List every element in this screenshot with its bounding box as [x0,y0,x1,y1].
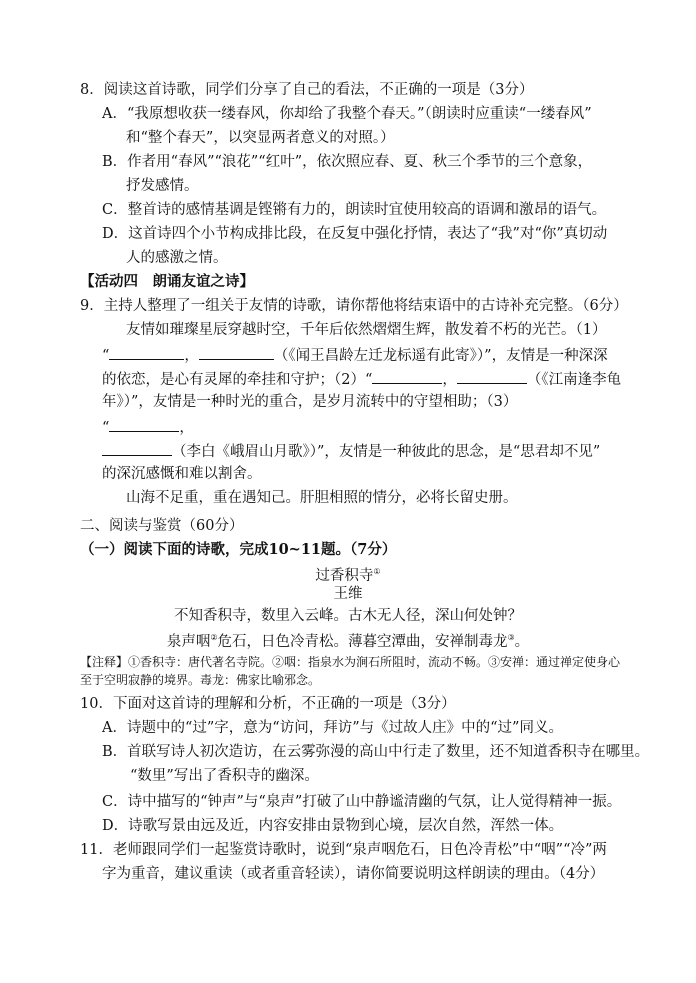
activity-four-heading: 【活动四 朗诵友谊之诗】 [80,273,254,290]
q8-option-a-line1: A．“我原想收获一缕春风，你却给了我整个春天。”（朗读时应重读“一缕春风” [102,106,592,122]
poem-title-text: 过香积寺 [315,567,374,584]
q9-paragraph-line7: 的深沉感慨和难以割舍。 [102,466,262,482]
answer-blank-4[interactable] [457,368,527,384]
q8-option-d-line2: 人的感激之情。 [126,250,228,266]
q9-paragraph-line3-text: 的依恋，是心有灵犀的牵挂和守护；（2）“ [102,372,373,388]
q8-option-a-line2: 和“整个春天”，以突显两者意义的对照。） [126,130,395,146]
q9-paragraph-line5 [102,416,194,438]
q9-paragraph-line3 [102,368,621,390]
q9-stem: 9．主持人整理了一组关于友情的诗歌，请你帮他将结束语中的古诗补充完整。（6分） [80,298,628,314]
q10-option-a: A．诗题中的“过”字，意为“访问，拜访”与《过故人庄》中的“过”同义。 [102,720,563,736]
poem-line2-part2: 危石，日色冷青松。薄暮空潭曲，安禅制毒龙 [217,633,508,650]
q9-paragraph-line1: 友情如璀璨星辰穿越时空，千年后依然熠熠生辉，散发着不朽的光芒。（1） [126,322,607,338]
poem-line1: 不知香积寺，数里入云峰。古木无人径，深山何处钟？ [174,608,522,624]
note-marker: ② [210,633,218,642]
comma: ， [179,420,194,436]
q9-paragraph-line3-rest: （《江南逢李龟 [526,372,622,388]
poem-author: 王维 [333,586,363,602]
answer-blank-6[interactable] [102,440,172,456]
q10-option-b-line2: “数里”写出了香积寺的幽深。 [130,768,319,784]
q8-option-c: C．整首诗的感情基调是铿锵有力的，朗读时宜使用较高的语调和激昂的语气。 [102,202,607,218]
q9-paragraph-line4: 年》）”，友情是一种时光的重合，是岁月流转中的守望相助；（3） [102,394,518,410]
q10-option-c: C．诗中描写的“钟声”与“泉声”打破了山中静谧清幽的气氛，让人觉得精神一振。 [102,794,622,810]
open-quote: “ [102,420,110,436]
q8-stem: 8．阅读这首诗歌，同学们分享了自己的看法，不正确的一项是（3分） [80,82,534,98]
q9-paragraph-line6-rest: （李白《峨眉山月歌》）”，友情是一种彼此的思念，是“思君却不见” [172,444,601,460]
answer-blank-5[interactable] [109,416,179,432]
q9-paragraph-line2 [102,344,608,366]
answer-blank-3[interactable] [372,368,442,384]
q10-option-d: D．诗歌写景由远及近，内容安排由景物到心境，层次自然，浑然一体。 [102,818,564,834]
q8-option-b-line1: B．作者用“春风”“浪花”“红叶”，依次照应春、夏、秋三个季节的三个意象， [102,154,593,170]
comma: ， [442,372,457,388]
part-one-heading: （一）阅读下面的诗歌，完成10~11题。（7分） [80,541,397,558]
annotation-line2: 至于空明寂静的境界。毒龙：佛家比喻邪念。 [80,673,321,687]
answer-blank-2[interactable] [199,344,274,360]
q9-paragraph-line2-rest: （《闻王昌龄左迁龙标遥有此寄》）”，友情是一种深深 [273,348,608,364]
section-two-heading: 二、阅读与鉴赏（60分） [80,518,244,534]
q9-closing-line: 山海不足重，重在遇知己。肝胆相照的情分，必将长留史册。 [126,490,518,506]
q10-option-b-line1: B．首联写诗人初次造访，在云雾弥漫的高山中行走了数里，还不知道香积寺在哪里。 [102,744,650,760]
q10-stem: 10．下面对这首诗的理解和分析，不正确的一项是（3分） [80,696,456,712]
q8-option-b-line2: 抒发感情。 [126,178,199,194]
q11-stem-line2: 字为重音，建议重读（或者重音轻读），请你简要说明这样朗读的理由。（4分） [102,866,605,882]
open-quote: “ [102,348,110,364]
poem-line2-part3: 。 [514,633,530,650]
q8-option-d-line1: D．这首诗四个小节构成排比段，在反复中强化抒情，表达了“我”对“你”真切动 [102,226,608,242]
note-marker: ③ [507,633,515,642]
poem-line2-part1: 泉声咽 [166,633,211,650]
answer-blank-1[interactable] [109,344,184,360]
annotation-line1: 【注释】①香积寺：唐代著名寺院。②咽：指泉水为涧石所阻时，流动不畅。③安禅：通过禅定使身心 [80,655,621,669]
poem-title [0,562,696,586]
q9-paragraph-line6 [102,440,600,462]
poem-line2 [0,628,696,652]
note-marker: ① [373,567,381,576]
q11-stem-line1: 11．老师跟同学们一起鉴赏诗歌时，说到“泉声咽危石，日色冷青松”中“咽”“冷”两 [80,842,607,858]
comma: ， [184,348,199,364]
